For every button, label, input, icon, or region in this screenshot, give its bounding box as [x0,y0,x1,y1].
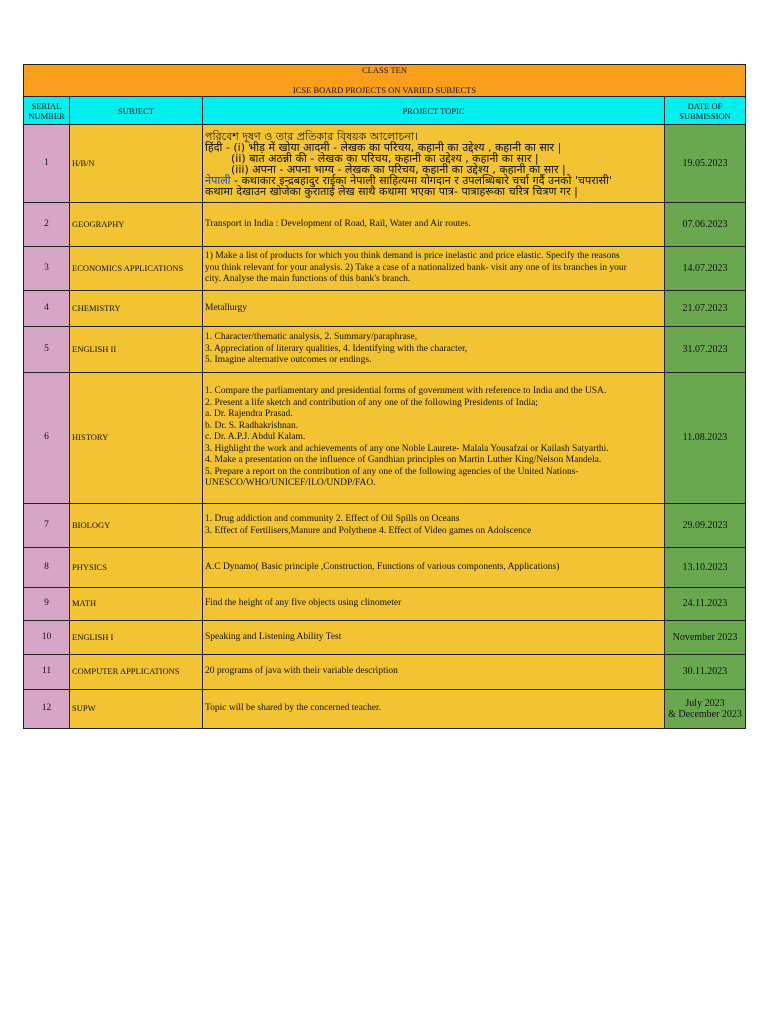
topic-line: 3. Appreciation of literary qualities, 4. Identifying with the character, [205,343,468,354]
topic-line: city. Analyse the main functions of this bank's branch. [205,274,411,285]
subject-cell: SUPW [70,690,203,729]
subject-cell: GEOGRAPHY [70,203,203,247]
topic-cell [203,621,665,655]
topic-cell [203,125,665,203]
subject-cell: CHEMISTRY [70,291,203,327]
topic-line: 5. Prepare a report on the contribution of any one of the following agencies of the United Nations- [205,466,579,477]
table-row [24,247,746,291]
date-cell: 29.09.2023 [665,504,746,548]
serial-cell: 5 [24,327,70,373]
subject-cell: PHYSICS [70,548,203,588]
date-cell: 24.11.2023 [665,588,746,621]
topic-line: b. Dr. S. Radhakrishnan. [205,420,299,431]
topic-line: পরিবেশ দূষণ ও তার প্রতিকার বিষয়ক আলোচনা। [205,129,419,143]
table-row [24,690,746,729]
topic-line: - कथाकार इन्द्रबहादुर राईका नेपाली साहित्यमा योगदान र उपलब्धिबारे चर्चा गर्दै उनको 'चपरासी' [230,173,612,187]
topic-cell [203,504,665,548]
serial-cell: 3 [24,247,70,291]
date-cell: 19.05.2023 [665,125,746,203]
serial-cell: 4 [24,291,70,327]
table-row [24,504,746,548]
serial-cell: 11 [24,655,70,690]
table-row [24,125,746,203]
topic-line: A.C Dynamo( Basic principle ,Construction, Functions of various components, Applications) [205,561,560,572]
serial-header: SERIAL NUMBER [24,97,70,125]
date-header: DATE OF SUBMISSION [665,97,746,125]
nepali-label: नेपाली [205,173,231,187]
date-cell: 21.07.2023 [665,291,746,327]
date-cell: 13.10.2023 [665,548,746,588]
topic-line: 20 programs of java with their variable description [205,666,398,677]
topic-cell [203,247,665,291]
table-row [24,203,746,247]
project-sheet [23,64,745,729]
subject-cell: MATH [70,588,203,621]
topic-line: UNESCO/WHO/UNICEF/ILO/UNDP/FAO. [205,478,376,489]
topic-cell [203,203,665,247]
topic-line: कथामा देखाउन खोजेका कुराताई लेख साथै कथामा भएका पात्र- पात्राहरूका चरित्र चित्रण गर | [205,184,578,198]
serial-cell: 9 [24,588,70,621]
date-cell [665,690,746,729]
topic-line: you think relevant for your analysis. 2) Take a case of a nationalized bank- visit any one of its branches in your [205,262,627,273]
board-title: ICSE BOARD PROJECTS ON VARIED SUBJECTS [292,85,477,95]
topic-cell [203,655,665,690]
topic-line: (ii) बात अठन्नी की - लेखक का परिचय, कहानी का उद्देश्य , कहानी का सार | [231,151,539,165]
date-cell: 11.08.2023 [665,373,746,504]
topic-line: Transport in India : Development of Road, Rail, Water and Air routes. [205,218,471,229]
topic-cell [203,291,665,327]
serial-cell: 2 [24,203,70,247]
projects-table [23,64,746,729]
topic-line: 1) Make a list of products for which you think demand is price inelastic and price elastic. Specify the reasons [205,251,620,262]
table-row [24,655,746,690]
date-line: & December 2023 [668,709,742,720]
serial-cell: 7 [24,504,70,548]
topic-line: Metallurgy [205,302,248,313]
subject-cell: H/B/N [70,125,203,203]
subject-cell: ENGLISH I [70,621,203,655]
topic-cell [203,588,665,621]
topic-header: PROJECT TOPIC [203,97,665,125]
header-row [24,97,746,125]
sheet-title [24,65,746,97]
topic-line: 2. Present a life sketch and contribution of any one of the following Presidents of India; [205,397,538,408]
subject-cell: ECONOMICS APPLICATIONS [70,247,203,291]
topic-line: 1. Drug addiction and community 2. Effect of Oil Spills on Oceans [205,514,460,524]
date-line: July 2023 [685,697,725,709]
topic-line: Topic will be shared by the concerned teacher. [205,703,382,714]
subject-cell: COMPUTER APPLICATIONS [70,655,203,690]
topic-line: 3. Effect of Fertilisers,Manure and Polythene 4. Effect of Video games on Adolscence [205,525,532,536]
title-row [24,65,746,97]
serial-cell: 12 [24,690,70,729]
topic-line: 5. Imagine alternative outcomes or endings. [205,355,372,366]
subject-header: SUBJECT [70,97,203,125]
serial-cell: 6 [24,373,70,504]
topic-line: 1. Character/thematic analysis, 2. Summary/paraphrase, [205,332,418,343]
serial-cell: 1 [24,125,70,203]
date-cell: 30.11.2023 [665,655,746,690]
topic-line: Find the height of any five objects using clinometer [205,598,402,609]
topic-cell [203,327,665,373]
topic-line: a. Dr. Rajendra Prasad. [205,409,293,420]
table-row [24,621,746,655]
topic-line: 4. Make a presentation on the influence of Gandhian principles on Martin Luther King/Nelson Mandela. [205,455,602,466]
table-row [24,291,746,327]
topic-cell [203,548,665,588]
date-cell: 31.07.2023 [665,327,746,373]
topic-line: (iii) अपना - अपना भाग्य - लेखक का परिचय, कहानी का उद्देश्य , कहानी का सार | [231,162,566,176]
date-cell: November 2023 [665,621,746,655]
table-row [24,548,746,588]
serial-cell: 10 [24,621,70,655]
class-title: CLASS TEN [362,65,407,75]
table-row [24,588,746,621]
table-row [24,327,746,373]
date-cell: 07.06.2023 [665,203,746,247]
date-cell: 14.07.2023 [665,247,746,291]
topic-line: 3. Highlight the work and achievements of any one Noble Laurete- Malala Yousafzai or Kailash Satyarthi. [205,443,609,454]
subject-cell: ENGLISH II [70,327,203,373]
topic-cell [203,690,665,729]
topic-line: c. Dr. A.P.J. Abdul Kalam. [205,432,306,443]
topic-cell [203,373,665,504]
subject-cell: HISTORY [70,373,203,504]
topic-line: 1. Compare the parliamentary and presidential forms of government with reference to India and the USA. [205,386,607,397]
topic-line: हिंदी - (i) भीड़ में खोया आदमी - लेखक का परिचय, कहानी का उद्देश्य , कहानी का सार | [205,140,562,154]
table-row [24,373,746,504]
serial-cell: 8 [24,548,70,588]
topic-line: Speaking and Listening Ability Test [205,631,342,642]
subject-cell: BIOLOGY [70,504,203,548]
